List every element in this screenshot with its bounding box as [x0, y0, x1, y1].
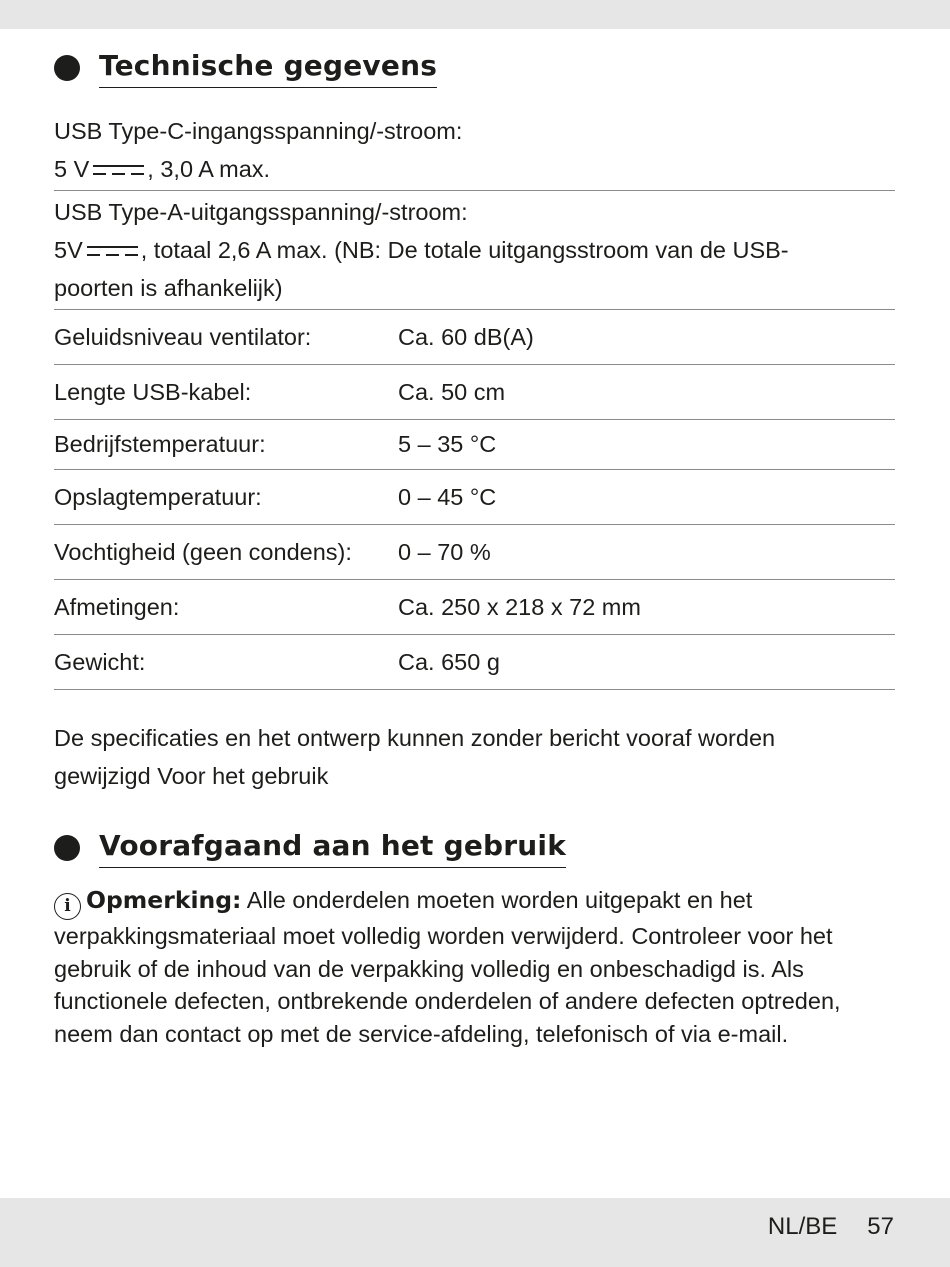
section-title: Technische gegevens	[99, 48, 437, 88]
voltage-value: 5V	[54, 237, 83, 263]
language-code: NL/BE	[767, 1213, 838, 1240]
spec-value: 0 – 70 %	[398, 538, 491, 565]
dc-current-icon	[93, 164, 144, 176]
spec-block-line: poorten is afhankelijk)	[54, 275, 283, 301]
spec-note-line: De specificaties en het ontwerp kunnen zonder bericht vooraf worden	[54, 725, 776, 751]
spec-label: Lengte USB-kabel:	[54, 378, 252, 405]
current-value: , totaal 2,6 A max. (NB: De totale uitgangsstroom van de USB-	[140, 237, 789, 263]
spec-row	[54, 635, 895, 690]
spec-row	[54, 525, 895, 580]
spec-change-note	[54, 719, 895, 795]
spec-block-usb-c-input	[54, 110, 895, 191]
section-title: Voorafgaand aan het gebruik	[99, 828, 566, 868]
spec-label: Bedrijfstemperatuur:	[54, 431, 266, 457]
spec-value: Ca. 50 cm	[398, 378, 506, 405]
section-heading-technical-data	[54, 48, 437, 88]
note-text: Alle onderdelen moeten worden uitgepakt en het	[246, 887, 753, 913]
spec-value: Ca. 250 x 218 x 72 mm	[398, 593, 641, 620]
spec-table	[54, 110, 895, 690]
page-number: 57	[867, 1213, 894, 1240]
spec-label: Afmetingen:	[54, 593, 180, 620]
spec-row	[54, 365, 895, 420]
current-value: , 3,0 A max.	[147, 156, 271, 182]
voltage-value: 5 V	[54, 156, 90, 182]
note-line: verpakkingsmateriaal moet volledig worden verwijderd. Controleer voor het	[54, 923, 833, 949]
top-band	[0, 0, 950, 29]
spec-block-line	[54, 150, 895, 188]
spec-label: Opslagtemperatuur:	[54, 483, 262, 510]
spec-block-line: USB Type-A-uitgangsspanning/-stroom:	[54, 199, 468, 225]
spec-row	[54, 580, 895, 635]
spec-note-line: gewijzigd Voor het gebruik	[54, 763, 329, 789]
spec-block-line	[54, 231, 895, 269]
note-line	[54, 884, 895, 920]
spec-value: Ca. 650 g	[398, 648, 500, 675]
spec-row	[54, 420, 895, 470]
spec-row	[54, 310, 895, 365]
spec-label: Vochtigheid (geen condens):	[54, 538, 352, 565]
heading-bullet-icon	[54, 835, 80, 861]
note-label: Opmerking:	[86, 886, 242, 914]
note-line: functionele defecten, ontbrekende onderdelen of andere defecten optreden,	[54, 988, 841, 1014]
page-footer	[768, 1212, 894, 1242]
section-heading-before-use	[54, 828, 566, 868]
spec-value: Ca. 60 dB(A)	[398, 323, 534, 350]
dc-current-icon	[87, 245, 138, 257]
info-icon: i	[54, 893, 81, 920]
note-paragraph	[54, 884, 895, 1050]
spec-row	[54, 470, 895, 525]
heading-bullet-icon	[54, 55, 80, 81]
spec-block-line: USB Type-C-ingangsspanning/-stroom:	[54, 118, 463, 144]
spec-label: Gewicht:	[54, 648, 146, 675]
note-line: gebruik of de inhoud van de verpakking volledig en onbeschadigd is. Als	[54, 955, 804, 982]
spec-value: 5 – 35 °C	[398, 431, 497, 457]
spec-value: 0 – 45 °C	[398, 483, 497, 510]
note-line: neem dan contact op met de service-afdeling, telefonisch of via e-mail.	[54, 1020, 789, 1047]
spec-block-usb-a-output	[54, 191, 895, 310]
spec-label: Geluidsniveau ventilator:	[54, 323, 312, 350]
